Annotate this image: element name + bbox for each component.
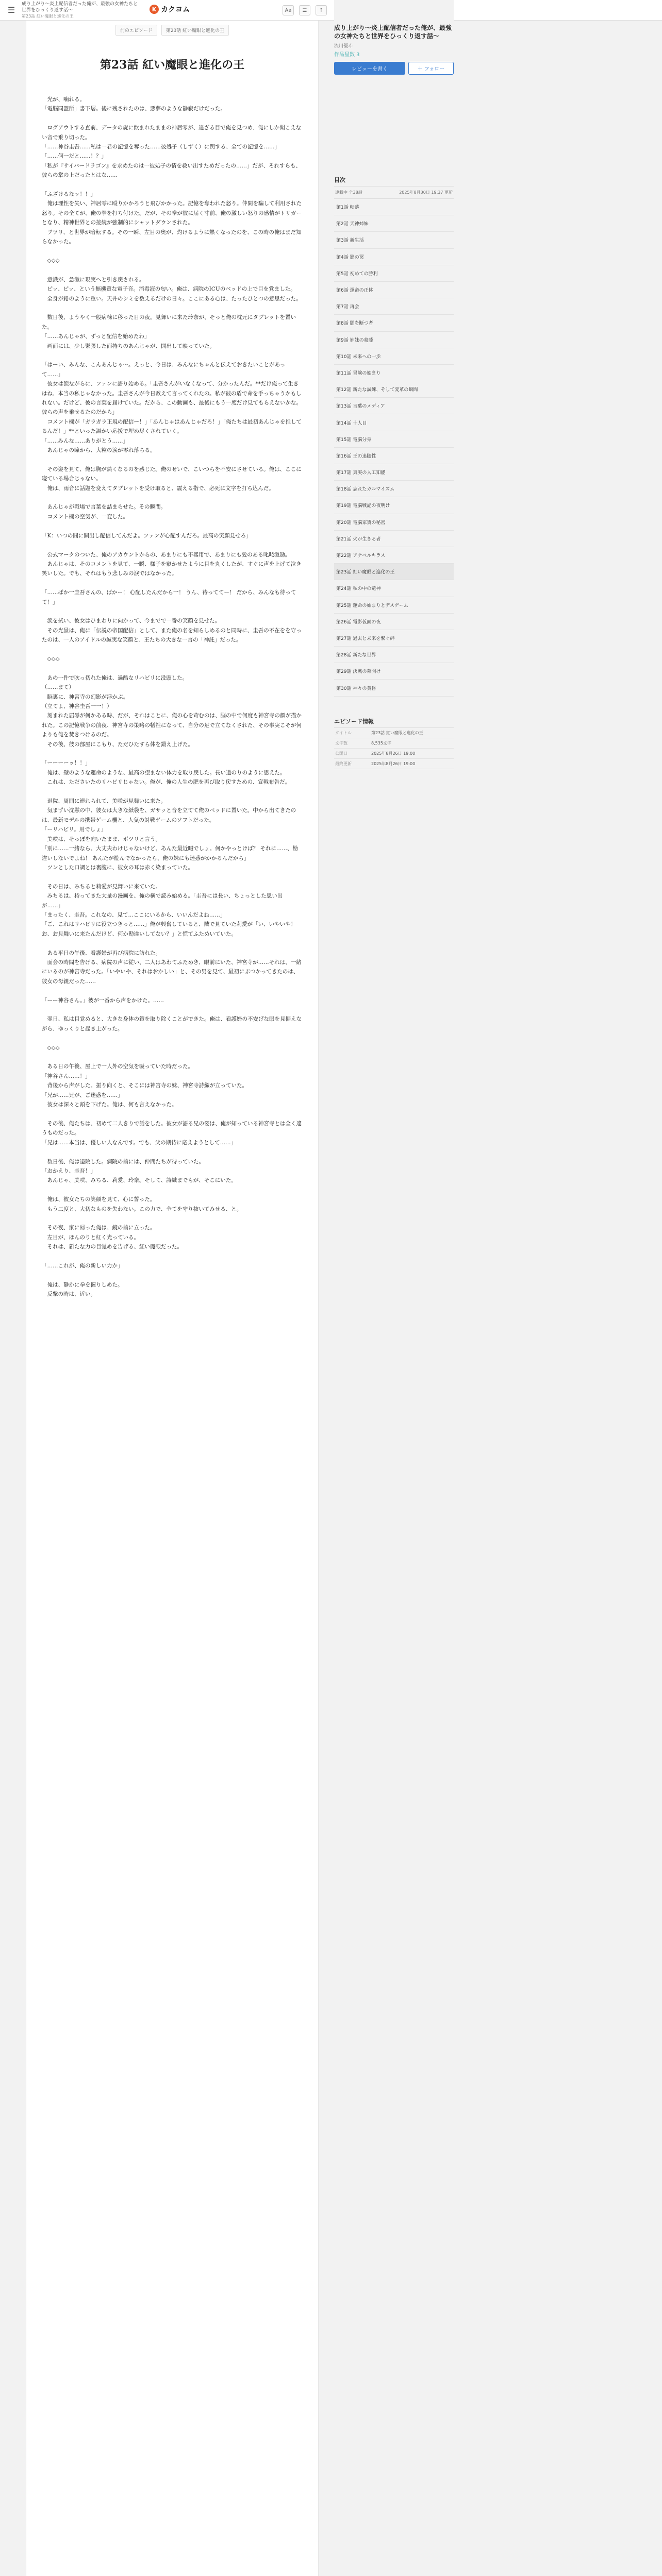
toc-item-title: 第10話 未来への一歩 [336,354,381,360]
toc-item[interactable] [334,431,454,448]
toc-icon[interactable]: ☰ [299,5,310,15]
toc-list [334,199,454,697]
toc-item[interactable] [334,663,454,680]
toc-item-title: 第19話 電脳戦記の夜明け [336,503,390,509]
toc-status: 連載中 全38話 [335,190,362,195]
toc-item-title: 第23話 紅い魔眼と進化の王 [336,570,395,575]
toc-item-title: 第1話 転落 [336,205,359,211]
toc-item-title: 第24話 私の中の竜神 [336,586,381,592]
toc-item-title: 第5話 初めての勝利 [336,271,378,277]
toc-item-title: 第22話 アナベルキラス [336,553,386,559]
toc-item[interactable] [334,199,454,215]
episode-main [26,21,319,2576]
toc-item[interactable] [334,315,454,331]
episode-info-row [334,738,454,749]
toc-item-title: 第6話 運命の正体 [336,288,373,294]
prev-episode-link[interactable]: 前のエピソード [115,25,157,36]
sidebar [334,0,454,2576]
toc-item[interactable] [334,249,454,265]
info-value: 8,535文字 [371,740,391,745]
font-size-icon[interactable]: Aa [283,5,294,15]
toc-item-title: 第30話 神々の黄昏 [336,686,376,691]
logo-text: カクヨム [161,6,190,14]
info-key: 最終更新 [335,761,352,766]
top-header [0,0,662,21]
toc-item[interactable] [334,597,454,614]
toc-item[interactable] [334,414,454,431]
toc-item-title: 第27話 過去と未来を繋ぐ絆 [336,636,395,641]
toc-item-title: 第18話 忘れたカルマイズム [336,487,395,493]
toc-item[interactable] [334,332,454,348]
header-work-title[interactable] [22,1,140,20]
episode-info-row [334,759,454,769]
info-key: 公開日 [335,751,347,756]
toc-item-title: 第29話 決戦の幕開け [336,669,381,675]
toc-item[interactable] [334,547,454,564]
toc-item[interactable] [334,614,454,630]
toc-item[interactable] [334,282,454,298]
toc-item-title: 第12話 新たな試練、そして変革の瞬間 [336,387,418,393]
toc-item-title: 第4話 影の罠 [336,255,364,260]
toc-meta [334,187,454,199]
info-value: 2025年8月26日 19:00 [371,761,416,766]
work-title[interactable]: 成り上がり〜炎上配信者だった俺が、最強の女神たちと世界をひっくり返す話〜 [334,24,452,40]
header-work-title-text: 成り上がり〜炎上配信者だった俺が、最強の女神たちと世界をひっくり返す話〜 [22,1,138,13]
toc-item-title: 第28話 新たな世界 [336,653,376,658]
header-episode-subtitle: 第23話 紅い魔眼と進化の王 [22,13,74,19]
toc-item-title: 第21話 火が生きる者 [336,536,381,542]
info-value: 2025年8月26日 19:00 [371,751,416,756]
toc-item[interactable] [334,365,454,381]
toc-item[interactable] [334,580,454,597]
toc-item-title: 第15話 電脳分身 [336,437,372,443]
current-episode-label: 第23話 紅い魔眼と進化の王 [161,25,229,36]
toc-item-title: 第14話 十人目 [336,420,367,426]
author-name[interactable]: 流川優斗 [334,44,353,49]
toc-item[interactable] [334,564,454,580]
toc-item-title: 第3話 新生活 [336,238,364,244]
toc-item-title: 第7話 再会 [336,304,359,310]
info-value: 第23話 紅い魔眼と進化の王 [371,730,423,735]
menu-icon[interactable]: ☰ [7,5,15,15]
toc-updated: 2025年8月30日 19:37 更新 [399,190,453,195]
toc-item[interactable] [334,448,454,464]
toc-item-title: 第16話 王の追随性 [336,453,376,459]
toc-item-title: 第25話 運命の始まりとデスゲーム [336,603,408,608]
toc-item-title: 第17話 真実の人工知能 [336,470,386,476]
toc-item[interactable] [334,531,454,547]
toc-item-title: 第26話 電影仮面の夜 [336,619,381,625]
site-logo[interactable] [150,4,190,14]
follow-button[interactable]: ＋ フォロー [408,62,454,75]
episode-info-list [334,728,454,769]
toc-item-title: 第2話 天神姉妹 [336,222,369,227]
toc-item[interactable] [334,630,454,647]
toc-item[interactable] [334,680,454,696]
info-key: タイトル [335,730,352,735]
scroll-top-icon[interactable]: ↑ [316,5,327,15]
toc-item[interactable] [334,232,454,248]
toc-item-title: 第11話 冒険の始まり [336,370,381,376]
toc-item[interactable] [334,298,454,315]
toc-item[interactable] [334,481,454,497]
toc-item-title: 第8話 闇を断つ者 [336,321,373,327]
toc-item[interactable] [334,348,454,365]
header-icons [283,5,327,15]
toc-item[interactable] [334,497,454,514]
toc-item-title: 第13話 言葉のメディア [336,404,385,410]
episode-info-row [334,728,454,738]
toc-item[interactable] [334,265,454,282]
info-key: 文字数 [335,740,347,745]
toc-item[interactable] [334,647,454,663]
episode-info-row [334,749,454,759]
toc-title: 目次 [334,176,454,187]
logo-mark-icon: K [150,5,159,14]
episode-nav [26,21,318,36]
toc-item-title: 第20話 電脳家賃の秘密 [336,520,386,526]
toc-item[interactable] [334,381,454,398]
toc-item[interactable] [334,464,454,481]
episode-title: 第23話 紅い魔眼と進化の王 [100,58,245,72]
write-review-button[interactable]: レビューを書く [334,62,405,75]
toc-item[interactable] [334,398,454,414]
episode-body: 光が、噛れる。 「電脳同盟所」書下層。後に残されたのは、悪夢のような静寂だけだった。 ログアウトする直前、データの旋に飲まれたままの神居零が、遠ざる目で俺を見つめ、俺にしか聞こえない音で乗り切った。 「……神谷圭吾……私は一君の記憶を奪った……彼処子（しずく）に関する、全ての記憶を……」 「……何一だと……！？」 「私が『サイバードラゴン』を求めたのは一彼処子の情を救い出すためだったの……」だが、それすらも、彼らの掌の上だったとはな…… 「ふざけるなッ！！」 俺は理性を失い、神居零に殴りかかろうと飛びかかった。記憶を奪われた怒り。仲間を騙して利用された怒り。その全てが、俺の拳を打ち付けた。だが、その拳が彼に届く寸前、俺の激しい怒りの感情がトリガーとなり、精神世界との接続が強制的にシャットダウンされた。 ブツリ、と世界が暗転する。その一瞬、左目の奥が、灼けるように熱くなったのを、この時の俺はまだ知らなかった。 ◇◇◇ 意識が、急激に現実へと引き戻される。 ピッ、ピッ、という無機質な電子音。消毒液の匂い。俺は、病院のICUのベッドの上で目を覚ました。 全身が鉛のように重い。天井のシミを数えるだけの日々。ここにある心は、たったひとつの意思だった。 数日後、ようやく一般病棟に移った日の夜。見舞いに来た玲奈が、そっと俺の枕元にタブレットを置いた。 「……あんじゃが、ずっと配信を始めたわ」 画面には、少し緊張した面持ちのあんじゃが、開出して映っていた。 「はーい、みんな、こんあんじゃ〜。えっと、今日は、みんなにちゃんと伝えておきたいことがあって……」 彼女は涙ながらに、ファンに語り始める。「圭吾さんがいなくなって、分かったんだ。**だけ俺って生きはね、本当の私じゃなかった。圭吾さんが今日教えて言ってくれたの。私が彼の盾で命を手っちゃうかもしれない。だけど、彼の言葉を届けていた。だから、この動画も、最後にもう一度だけ見てもらえないかな。彼らの声を乗せるたのだから」 コメント欄が「ガラガラ正規の配信ー！」「あんじゃはあんじゃだろ！」「俺たちは最初あんじゃを推してるんだ！」**といった温かい応援で埋め尽くされていく。 「……みんな……ありがとう……」 あんじゃの瞳から、大粒の涙が零れ落ちる。 その姿を見て、俺は胸が熱くなるのを感じた。俺のせいで、こいつらを不安にさせている。俺は、ここに寝ている場合じゃない。 俺は、雨音に話題を変えてタブレットを受け取ると、震える指で、必死に文字を打ち込んだ。 あんじゃが戦場で言葉を詰まらせた。その瞬間。 コメント欄の空気が、一変した。 「K：いつの間に開出し配信してんだよ。ファンが心配すんだろ。最高の笑顔見せろ」 公式マークのついた、俺のアカウントからの、あまりにも不器用で、あまりにも愛のある叱咤激励。 あんじゃは、そのコメントを見て、一瞬、様子を窺かせたように目を丸くしたが、すぐに声を上げて泣き笑いした。でも、それはもう悲しみの涙ではなかった。 「……ばか一圭吾さんの、ばかー！ 心配したんだから一！ うん、待っててー！ だから、みんなも待ってて！」 涙を拭い、彼女はひまわりに向かって、今までで一番の笑顔を見せた。 その光景は、俺に「伝説の帝国配信」として、また俺の名を知らしめるのと同時に、圭吾の不在をを守ったのは、一人のアイドルの誠実な笑顔と、王たちの大きな一言の「神託」だった。 ◇◇◇ あの一件で吹っ切れた俺は、過酷なリハビリに没頭した。 （……まて） 脳裏に、神宮寺の幻影が浮かぶ。 （立てよ、神谷圭吾一一！） 刻まれた屈辱が何かある時、だが、それはことに、俺の心を苛むのは、脳の中で何度も神宮寺の顔が描かれた。この記憶戦争の前夜、神宮寺の策略の犠牲になって、自分の足で立てなくされた、その事実こそが何よりも俺を焚きつけるのだ。 その後、彼の部屋にこもり、ただひたすら体を鍛え上げた。 「ーーーーッ！！」 俺は、壁のような運命のような、最高の望まない体力を取り戻した。長い道のりのように思えた。 これは、たださいたのリハビリじゃない。俺が、俺の人生の肥を再び取り戻すための、宣戦布告だ。 退院、周囲に連れられて、美咲が見舞いに来た。 気まずい沈黙の中、彼女は大きな紙袋を、ガサッと音を立てて俺のベッドに置いた。中から出てきたのは、最新モデルの携帯ゲーム機と、人気の対戦ゲームのソフトだった。 「ーリハビリ。用でしょ」 美咲は、そっぽを向いたまま、ポツリと言う。 「別に……一緒なら、大丈夫わけじゃないけど、あんた最近暇でしょ。何かやっとけば？ それに……、勘違いしないでよね！ あんたが遊んでなかったら、俺の妹にも迷惑がかかるんだから」 ツンとした口調とは裏腹に、彼女の耳は赤く染まっていた。 その日は、みちると莉愛が見舞いに来ていた。 みちるは、持ってきた大量の漫画を、俺の横で読み始める。「圭吾には長い、ちょっとした思い出が……」 「まったく、圭吾。これなの、見て…ここにいるから、いいんだよね……」 「ご、これはリハビリに役立つきっと……」俺が興奮していると、隣で見ていた莉愛が「い、いやいや！お、お見舞いに来たんだけど、何か勘違いしてない？」と慌てふためいていた。 ある平日の午後、看護婦が再び病院に訪れた。 面会の時間を告げる、病院の声に従い、二人はあわてふためき、眼前にいた、神宮寺が……それは、一緒にいるのが神宮寺だった。「いやいや、それはおかしい」と、その男を見て、最初にぶつかってきたのは、彼女の母親だった…… 「ーー神谷さん。」彼が一番から声をかけた。…… 翌日、私は目覚めると、大きな身体の鎧を取り除くことができた。俺は、看護婦の不安げな眼を見据えながら、ゆっくりと起き上がった。 ◇◇◇ ある日の午後、屋上で一人外の空気を吸っていた時だった。 「神谷さん……！」 背後から声がした。振り向くと、そこには神宮寺の妹、神宮寺詩織が立っていた。 「兄が……兄が、ご迷惑を……」 彼女は深々と頭を下げた。俺は、何も言えなかった。 その後、俺たちは、初めて二人きりで話をした。彼女が語る兄の姿は、俺が知っている神宮寺とは全く違うものだった。 「兄は……本当は、優しい人なんです。でも、父の期待に応えようとして……」 数日後、俺は退院した。病院の前には、仲間たちが待っていた。 「おかえり、圭吾！」 あんじゃ、美咲、みちる、莉愛、玲奈。そして、詩織までもが、そこにいた。 俺は、彼女たちの笑顔を見て、心に誓った。 もう二度と、大切なものを失わない。この力で、全てを守り抜いてみせる、と。 その夜、家に帰った俺は、鏡の前に立った。 左目が、ほんのりと紅く光っている。 それは、新たな力の目覚めを告げる、紅い魔眼だった。 「……これが、俺の新しい力か」 俺は、静かに拳を握りしめた。 反撃の時は、近い。 [42,96,302,1298]
episode-info-title: エピソード情報 [334,717,454,728]
work-rating: 作品星数 3 [334,52,360,58]
toc-item[interactable] [334,215,454,232]
toc-item[interactable] [334,514,454,531]
work-actions [334,62,454,75]
toc-item-title: 第9話 姉妹の葛藤 [336,337,373,343]
